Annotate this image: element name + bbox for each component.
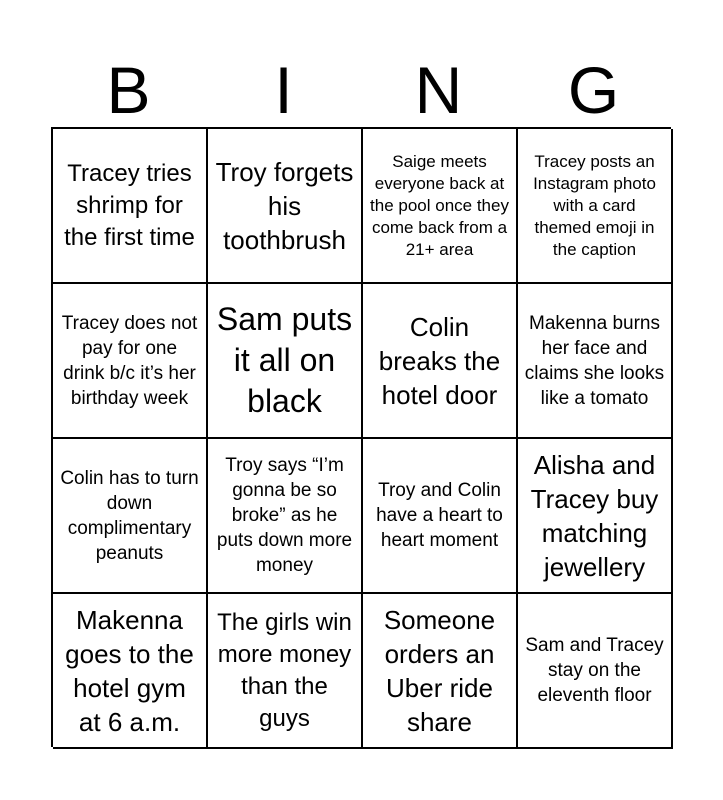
cell-text: Tracey tries shrimp for the first time [64, 159, 195, 251]
bingo-cell[interactable] [208, 439, 363, 594]
bingo-cell[interactable] [208, 284, 363, 439]
cell-text: Tracey does not pay for one drink b/c it’s her birthday week [61, 312, 198, 409]
cell-text: Colin breaks the hotel door [378, 311, 501, 410]
cell-text: Colin has to turn down complimentary peanuts [60, 467, 199, 564]
cell-text: Troy forgets his toothbrush [215, 156, 354, 255]
header-letter-n: N [414, 53, 463, 127]
cell-text: Tracey posts an Instagram photo with a card themed emoji in the caption [533, 151, 656, 259]
cell-text: Sam puts it all on black [216, 301, 353, 419]
cell-text: Someone orders an Uber ride share [383, 604, 496, 737]
bingo-cell[interactable] [363, 594, 518, 749]
cell-text: Makenna burns her face and claims she looks like a tomato [524, 312, 665, 409]
bingo-board [51, 127, 671, 747]
bingo-cell[interactable] [363, 439, 518, 594]
cell-text: Troy and Colin have a heart to heart moment [376, 480, 503, 551]
bingo-header [51, 52, 671, 128]
cell-text: Troy says “I’m gonna be so broke” as he puts down more money [216, 455, 353, 576]
header-letter-b: B [106, 53, 151, 127]
bingo-cell[interactable] [208, 129, 363, 284]
cell-text: Makenna goes to the hotel gym at 6 a.m. [65, 604, 194, 737]
cell-text: Saige meets everyone back at the pool once they come back from a 21+ area [370, 151, 509, 259]
bingo-cell[interactable] [363, 284, 518, 439]
bingo-cell[interactable] [53, 439, 208, 594]
bingo-cell[interactable] [518, 439, 673, 594]
bingo-cell[interactable] [518, 284, 673, 439]
bingo-cell[interactable] [53, 594, 208, 749]
bingo-cell[interactable] [208, 594, 363, 749]
cell-text: Sam and Tracey stay on the eleventh floor [525, 635, 664, 706]
bingo-cell[interactable] [518, 129, 673, 284]
cell-text: Alisha and Tracey buy matching jewellery [530, 449, 659, 582]
header-letter-g: G [567, 53, 620, 127]
header-letter-i: I [274, 53, 293, 127]
cell-text: The girls win more money than the guys [217, 608, 352, 732]
bingo-cell[interactable] [53, 129, 208, 284]
bingo-cell[interactable] [363, 129, 518, 284]
bingo-cell[interactable] [518, 594, 673, 749]
bingo-cell[interactable] [53, 284, 208, 439]
